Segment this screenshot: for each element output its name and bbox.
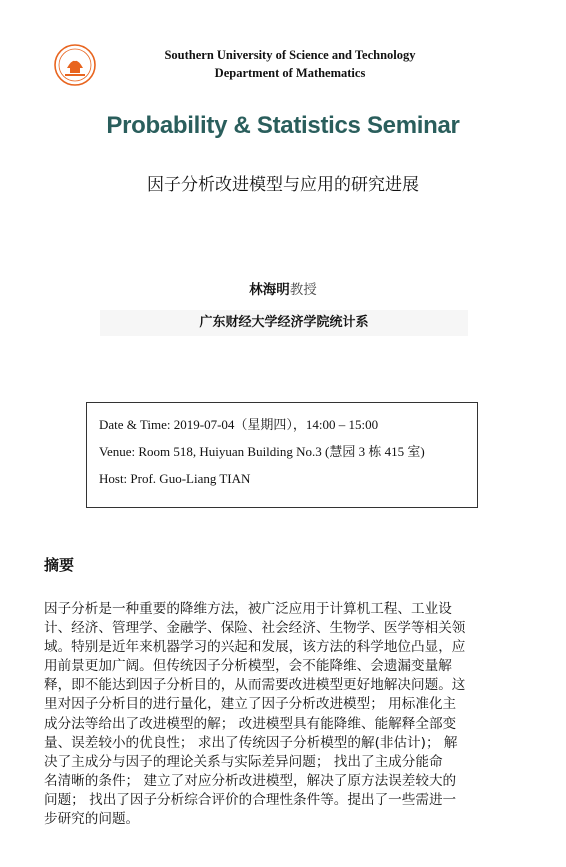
event-datetime: Date & Time: 2019-07-04（星期四），14:00 – 15:00 <box>99 417 379 432</box>
seminar-title: Probability & Statistics Seminar <box>106 112 460 139</box>
abstract-line: 问题； 找出了因子分析综合评价的合理性条件等。提出了一些需进一 <box>44 791 457 808</box>
abstract-line: 里对因子分析目的进行量化，建立了因子分析改进模型； 用标准化主 <box>44 696 457 713</box>
abstract-line: 因子分析是一种重要的降维方法，被广泛应用于计算机工程、工业设 <box>44 601 452 617</box>
abstract-line: 名清晰的条件； 建立了对应分析改进模型，解决了原方法误差较大的 <box>44 772 457 789</box>
university-seal-icon <box>54 44 96 86</box>
abstract-line: 释，即不能达到因子分析目的，从而需要改进模型更好地解决问题。这 <box>44 677 466 694</box>
event-venue: Venue: Room 518, Huiyuan Building No.3 (慧园 3 栋 415 室) <box>99 444 425 459</box>
institution-header <box>120 46 460 82</box>
university-name: Southern University of Science and Technology <box>164 48 416 62</box>
abstract-line: 计、经济、管理学、金融学、保险、社会经济、生物学、医学等相关领 <box>44 620 466 637</box>
event-info-box <box>86 402 478 508</box>
speaker-rank: 教授 <box>289 282 317 298</box>
speaker-name: 林海明 <box>249 282 290 298</box>
talk-title: 因子分析改进模型与应用的研究进展 <box>147 175 419 195</box>
event-host: Host: Prof. Guo-Liang TIAN <box>99 471 251 486</box>
abstract-line: 量、误差较小的优良性； 求出了传统因子分析模型的解(非估计)； 解 <box>44 734 458 751</box>
abstract-line: 域。特别是近年来机器学习的兴起和发展，该方法的科学地位凸显，应 <box>44 639 466 656</box>
speaker <box>0 278 566 298</box>
department-name: Department of Mathematics <box>214 66 366 80</box>
abstract-line: 步研究的问题。 <box>44 811 140 828</box>
abstract-body <box>44 600 530 829</box>
abstract-heading: 摘要 <box>44 556 75 574</box>
speaker-affiliation: 广东财经大学经济学院统计系 <box>100 310 468 336</box>
abstract-line: 决了主成分与因子的理论关系与实际差异问题； 找出了主成分能命 <box>44 753 443 770</box>
abstract-line: 成分法等给出了改进模型的解； 改进模型具有能降维、能解释全部变 <box>44 715 457 732</box>
abstract-line: 用前景更加广阔。但传统因子分析模型，会不能降维、会遗漏变量解 <box>44 658 452 675</box>
